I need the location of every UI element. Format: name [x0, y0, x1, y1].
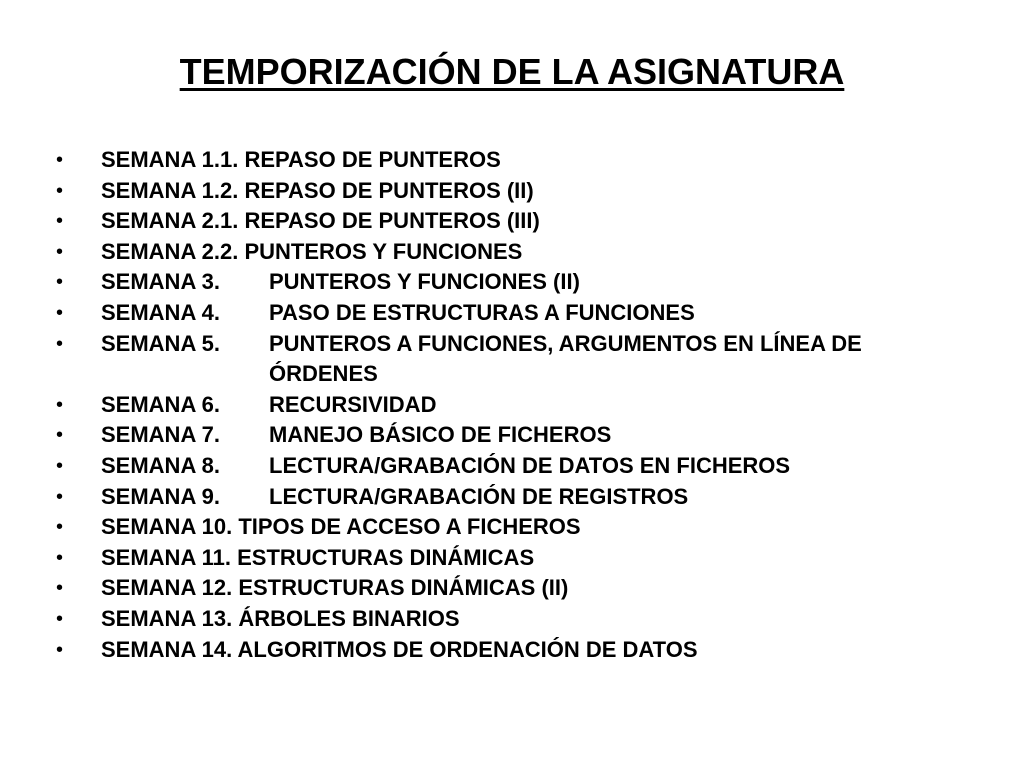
list-item — [56, 329, 986, 390]
bullet-icon: • — [56, 332, 64, 355]
bullet-icon: • — [56, 240, 64, 263]
week-topic: PASO DE ESTRUCTURAS A FUNCIONES — [269, 299, 695, 325]
week-label: SEMANA 3. — [101, 269, 220, 295]
bullet-icon: • — [56, 271, 64, 294]
bullet-icon: • — [56, 516, 64, 539]
week-label: SEMANA 7. — [101, 422, 220, 448]
week-topic: RECURSIVIDAD — [269, 391, 437, 417]
list-item — [56, 298, 986, 329]
list-item — [56, 573, 986, 604]
bullet-icon: • — [56, 301, 64, 324]
list-item-text: SEMANA 2.2. PUNTEROS Y FUNCIONES — [101, 238, 523, 264]
week-topic: PUNTEROS Y FUNCIONES (II) — [269, 269, 580, 295]
week-label: SEMANA 4. — [101, 299, 220, 325]
bullet-icon: • — [56, 485, 64, 508]
week-label: SEMANA 8. — [101, 452, 220, 478]
week-label: SEMANA 5. — [101, 330, 220, 356]
list-item — [56, 512, 986, 543]
week-label: SEMANA 9. — [101, 483, 220, 509]
list-item-text: SEMANA 13. ÁRBOLES BINARIOS — [101, 605, 460, 631]
list-item — [56, 206, 986, 237]
list-item-text: SEMANA 2.1. REPASO DE PUNTEROS (III) — [101, 208, 540, 234]
week-topic: LECTURA/GRABACIÓN DE REGISTROS — [269, 483, 689, 509]
bullet-icon: • — [56, 454, 64, 477]
list-item — [56, 635, 986, 666]
list-item — [56, 604, 986, 635]
list-item — [56, 267, 986, 298]
bullet-icon: • — [56, 638, 64, 661]
bullet-icon: • — [56, 179, 64, 202]
bullet-icon: • — [56, 577, 64, 600]
list-item-text: SEMANA 14. ALGORITMOS DE ORDENACIÓN DE DATOS — [101, 636, 698, 662]
list-item-text: SEMANA 10. TIPOS DE ACCESO A FICHEROS — [101, 514, 581, 540]
list-item — [56, 145, 986, 176]
list-item — [56, 482, 986, 513]
week-topic: LECTURA/GRABACIÓN DE DATOS EN FICHEROS — [269, 452, 791, 478]
list-item — [56, 451, 986, 482]
bullet-icon: • — [56, 393, 64, 416]
bullet-icon: • — [56, 149, 64, 171]
list-item-text: SEMANA 1.2. REPASO DE PUNTEROS (II) — [101, 177, 534, 203]
slide-title-text: TEMPORIZACIÓN DE LA ASIGNATURA — [179, 51, 845, 92]
schedule-list — [56, 145, 986, 665]
list-item-text: SEMANA 1.1. REPASO DE PUNTEROS — [101, 147, 501, 172]
week-topic: PUNTEROS A FUNCIONES, ARGUMENTOS EN LÍNEA DE ÓRDENES — [269, 330, 862, 387]
list-item — [56, 237, 986, 268]
list-item — [56, 390, 986, 421]
slide-title — [0, 50, 1024, 94]
list-item — [56, 420, 986, 451]
list-item-text: SEMANA 11. ESTRUCTURAS DINÁMICAS — [101, 544, 535, 570]
list-item — [56, 543, 986, 574]
list-item — [56, 176, 986, 207]
bullet-icon: • — [56, 607, 64, 630]
bullet-icon: • — [56, 424, 64, 447]
week-label: SEMANA 6. — [101, 391, 220, 417]
list-item-text: SEMANA 12. ESTRUCTURAS DINÁMICAS (II) — [101, 575, 569, 601]
bullet-icon: • — [56, 546, 64, 569]
week-topic: MANEJO BÁSICO DE FICHEROS — [269, 422, 612, 448]
bullet-icon: • — [56, 210, 64, 233]
